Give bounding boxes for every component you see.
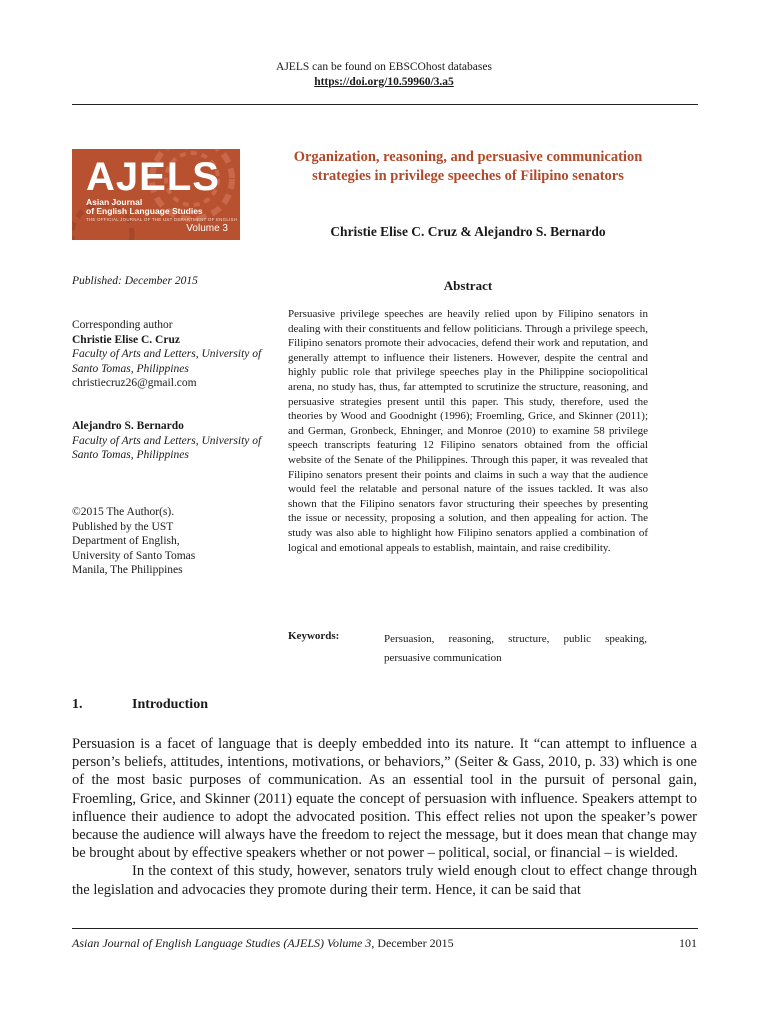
page-number: 101 bbox=[679, 936, 697, 950]
logo-volume: Volume 3 bbox=[186, 223, 228, 234]
author1-name: Christie Elise C. Cruz bbox=[72, 333, 180, 346]
logo-subtitle bbox=[86, 198, 203, 216]
copyright-block bbox=[72, 505, 272, 578]
author1-email[interactable]: christiecruz26@gmail.com bbox=[72, 377, 197, 389]
published-text: Published: December 2015 bbox=[72, 275, 198, 287]
second-author-block bbox=[72, 419, 272, 463]
article-authors: Christie Elise C. Cruz & Alejandro S. Bernardo bbox=[330, 224, 606, 239]
logo-tagline: THE OFFICIAL JOURNAL OF THE UST DEPARTMENT OF ENGLISH bbox=[86, 217, 238, 222]
corresponding-author-block bbox=[72, 318, 272, 391]
header-databases-line: AJELS can be found on EBSCOhost databases bbox=[276, 61, 492, 73]
footer-divider bbox=[72, 928, 698, 929]
corresponding-label: Corresponding author bbox=[72, 319, 173, 331]
publisher-line1: Published by the UST bbox=[72, 520, 174, 533]
logo-subtitle-line1: Asian Journal bbox=[86, 197, 143, 207]
journal-logo bbox=[72, 149, 240, 240]
section-number: 1. bbox=[72, 697, 83, 712]
publisher-line4: Manila, The Philippines bbox=[72, 564, 183, 576]
article-title: Organization, reasoning, and persuasive communication strategies in privilege speeches of Filipino senators bbox=[293, 149, 643, 184]
keywords-text: Persuasion, reasoning, structure, public speaking, persuasive communication bbox=[384, 633, 647, 664]
published-date bbox=[72, 274, 272, 289]
doi-link[interactable]: https://doi.org/10.59960/3.a5 bbox=[314, 76, 454, 88]
abstract-heading: Abstract bbox=[443, 278, 493, 293]
introduction-body bbox=[72, 735, 697, 899]
keywords-label: Keywords: bbox=[288, 630, 340, 642]
intro-paragraph-2: In the context of this study, however, senators truly wield enough clout to effect change through the legislation and advocacies they promote during their term. Hence, it can be said that bbox=[72, 863, 697, 898]
publisher-line3: University of Santo Tomas bbox=[72, 549, 196, 562]
abstract-text: Persuasive privilege speeches are heavily relied upon by Filipino senators in dealing with their constituents and fellow politicians. Through a privilege speech, Filipino senators promote their advocacies, defend their work and reputation, and generally attempt to influence their listeners. However, despite the central and highly public role that privilege speeches play in the Philippine sociopolitical arena, no study has, thus, far attempted to scrutinize the structure, reasoning, and persuasive strategies present until this paper. This study, therefore, used the theories by Wood and Goodnight (1996); Froemling, Grice, and Skinner (2011); and German, Gronbeck, Ehninger, and Monroe (2010) to examine 58 privilege speech transcripts featuring 12 Filipino senators obtained from the official website of the Senate of the Philippines. Through this paper, it was revealed that Filipino senators present their points and claims in such a way that the audience would feel the relatable and personal nature of the issues tackled. It was also shown that the Filipino senators favor structuring their speeches by presenting the issue or necessity, proposing a solution, and then appealing for action. The study was also able to highlight how Filipino senators applied a combination of logical and emotional appeals to establish, maintain, and raise credibility. bbox=[288, 308, 648, 554]
footer-journal-name: Asian Journal of English Language Studies (AJELS) Volume 3 bbox=[72, 936, 372, 950]
page-header bbox=[0, 60, 768, 90]
header-divider bbox=[72, 104, 698, 105]
logo-subtitle-line2: of English Language Studies bbox=[86, 206, 203, 216]
author2-name: Alejandro S. Bernardo bbox=[72, 420, 184, 432]
intro-paragraph-1: Persuasion is a facet of language that is deeply embedded into its nature. It “can attempt to influence a person’s beliefs, attitudes, intentions, motivations, or behaviors,” (Seiter & Gass, 2010, p. 33) which is one of the most basic purposes of communication. As an essential tool in the pursuit of personal gain, Froemling, Grice, and Skinner (2011) equate the concept of persuasion with influence. Speakers attempt to influence their audience to adopt the advocated position. This effect relies not upon the speaker’s power because the audience will always have the freedom to reject the message, but it does mean that change may be brought about by effective speakers whether or not power – political, social, or financial – is wielded. bbox=[72, 736, 697, 862]
publisher-line2: Department of English, bbox=[72, 535, 180, 547]
section-heading: Introduction bbox=[132, 697, 208, 712]
footer-date: , December 2015 bbox=[371, 936, 454, 950]
logo-title: AJELS bbox=[86, 155, 220, 199]
copyright-line: ©2015 The Author(s). bbox=[72, 506, 175, 518]
author1-affiliation: Faculty of Arts and Letters, University of Santo Tomas, Philippines bbox=[72, 348, 262, 375]
footer-journal bbox=[72, 936, 454, 951]
author2-affiliation: Faculty of Arts and Letters, University of Santo Tomas, Philippines bbox=[72, 434, 262, 461]
